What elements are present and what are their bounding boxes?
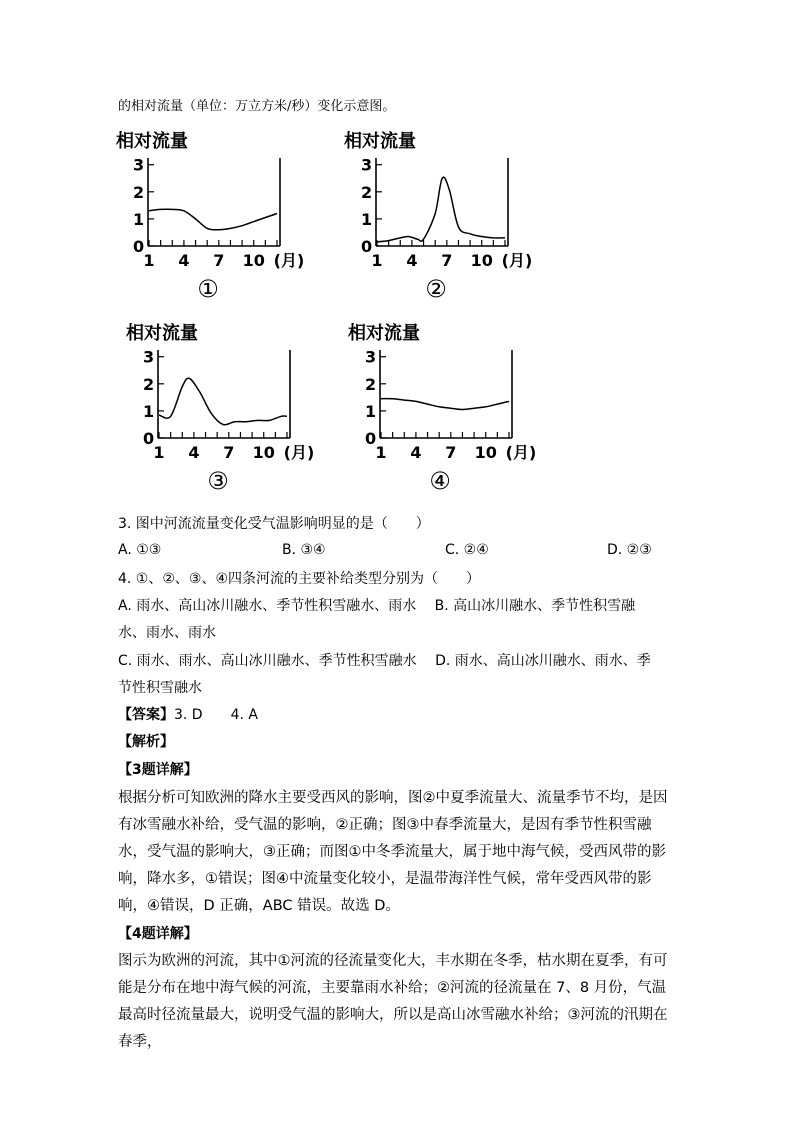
chart-caption: ③ <box>207 467 229 495</box>
y-axis-label: 相对流量 <box>348 323 420 344</box>
detail-4-text: 图示为欧洲的河流，其中①河流的径流量变化大，丰水期在冬季，枯水期在夏季，有可能是分布在地中海气候的河流，主要靠雨水补给；②河流的径流量在 7、8 月份，气温最高时径流量最大，说明受气温的影响大，所以是高山冰雪融水补给；③河流的汛期在春季， <box>118 953 668 1050</box>
chart-2 <box>336 124 536 304</box>
y-tick-label: 1 <box>133 209 145 229</box>
x-tick-label: 1 <box>153 443 165 462</box>
y-tick-label: 1 <box>143 401 155 421</box>
y-tick-label: 3 <box>133 155 145 175</box>
chart-3 <box>118 316 318 496</box>
y-tick-label: 1 <box>361 209 373 229</box>
y-tick-label: 2 <box>365 374 377 394</box>
x-tick-label: 7 <box>213 251 225 270</box>
x-tick-label: 4 <box>406 251 418 270</box>
y-tick-label: 0 <box>361 237 373 256</box>
y-axis-label: 相对流量 <box>126 323 198 344</box>
answer-line <box>118 705 258 725</box>
x-tick-label: 10 <box>470 251 493 270</box>
detail-3-text: 根据分析可知欧洲的降水主要受西风的影响，图②中夏季流量大、流量季节不均，是因有冰雪融水补给，受气温的影响，②正确；图③中春季流量大，是因有季节性积雪融水，受气温的影响大，③正确；而图①中冬季流量大，属于地中海气候，受西风带的影响，降水多，①错误；图④中流量变化较小，是温带海洋性气候，常年受西风带的影响，④错误，D 正确，ABC 错误。故选 D。 <box>118 790 668 914</box>
y-tick-label: 2 <box>133 182 145 202</box>
q3-stem: 3. 图中河流流量变化受气温影响明显的是（ ） <box>118 516 430 532</box>
x-unit-label: (月) <box>283 443 315 462</box>
flow-curve <box>381 399 509 410</box>
chart-4 <box>340 316 540 496</box>
chart-1 <box>108 124 308 304</box>
x-unit-label: (月) <box>501 251 533 270</box>
flow-curve <box>159 378 287 425</box>
y-tick-label: 3 <box>365 347 377 367</box>
y-tick-label: 0 <box>133 237 145 256</box>
q3-option-b: B. ③④ <box>282 542 326 558</box>
y-tick-label: 0 <box>365 429 377 448</box>
y-tick-label: 2 <box>143 374 155 394</box>
x-tick-label: 1 <box>143 251 155 270</box>
x-unit-label: (月) <box>273 251 305 270</box>
x-tick-label: 7 <box>223 443 235 462</box>
x-tick-label: 4 <box>410 443 422 462</box>
x-tick-label: 10 <box>242 251 265 270</box>
chart-caption: ④ <box>429 467 451 495</box>
y-tick-label: 2 <box>361 182 373 202</box>
x-tick-label: 1 <box>375 443 387 462</box>
x-unit-label: (月) <box>505 443 537 462</box>
detail-3-label: 【3题详解】 <box>118 762 198 778</box>
answer-text: 3. D 4. A <box>174 707 258 723</box>
q3-option-a: A. ①③ <box>118 542 162 558</box>
x-tick-label: 10 <box>474 443 497 462</box>
flow-curve <box>377 177 505 242</box>
chart-caption: ② <box>425 275 447 303</box>
x-tick-label: 7 <box>445 443 457 462</box>
q4-options-line-3: C. 雨水、雨水、高山冰川融水、季节性积雪融水 D. 雨水、高山冰川融水、雨水、季 <box>118 653 651 669</box>
y-tick-label: 0 <box>143 429 155 448</box>
figure-intro: 的相对流量（单位：万立方米/秒）变化示意图。 <box>118 99 396 114</box>
y-axis-label: 相对流量 <box>116 131 188 152</box>
q4-options-line-2: 水、雨水、雨水 <box>118 625 216 641</box>
q3-option-d: D. ②③ <box>607 542 652 558</box>
q4-options-line-1: A. 雨水、高山冰川融水、季节性积雪融水、雨水 B. 高山冰川融水、季节性积雪融 <box>118 598 636 614</box>
q4-stem: 4. ①、②、③、④四条河流的主要补给类型分别为（ ） <box>118 571 481 587</box>
x-tick-label: 4 <box>188 443 200 462</box>
flow-curve <box>149 209 277 230</box>
analysis-label: 【解析】 <box>118 734 174 750</box>
x-tick-label: 7 <box>441 251 453 270</box>
y-tick-label: 1 <box>365 401 377 421</box>
y-tick-label: 3 <box>143 347 155 367</box>
x-tick-label: 1 <box>371 251 383 270</box>
q4-options-line-4: 节性积雪融水 <box>118 680 202 696</box>
answer-label: 【答案】 <box>118 707 174 723</box>
q3-option-c: C. ②④ <box>445 542 489 558</box>
x-tick-label: 10 <box>252 443 275 462</box>
detail-4-label: 【4题详解】 <box>118 926 198 942</box>
chart-caption: ① <box>197 275 219 303</box>
x-tick-label: 4 <box>178 251 190 270</box>
y-tick-label: 3 <box>361 155 373 175</box>
y-axis-label: 相对流量 <box>344 131 416 152</box>
